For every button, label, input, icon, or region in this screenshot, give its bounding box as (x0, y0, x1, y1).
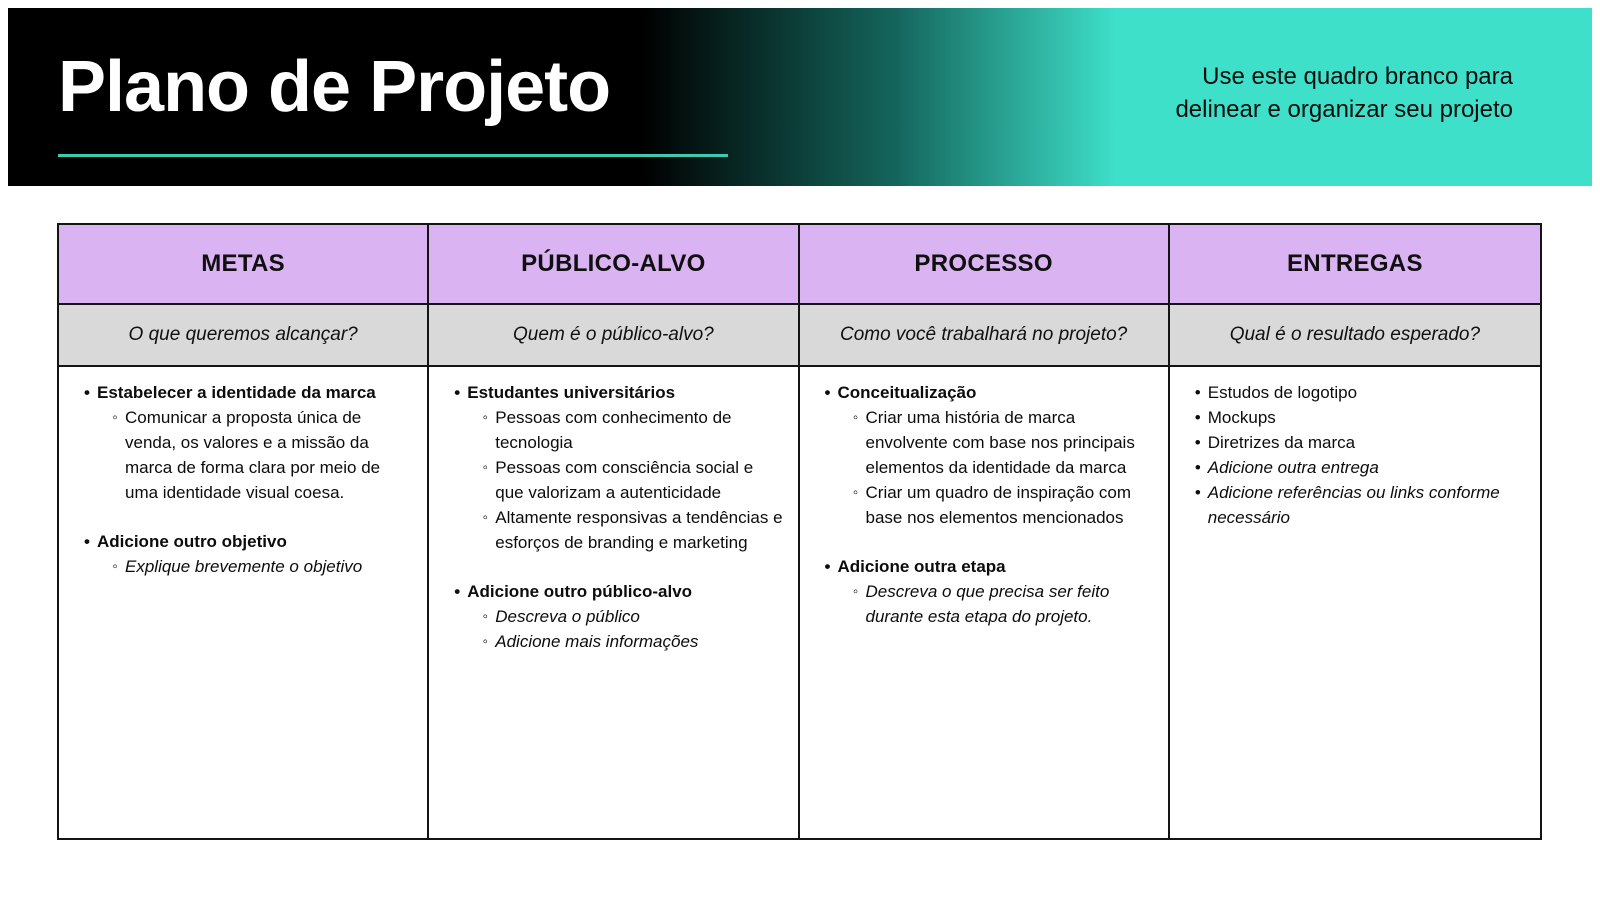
question-metas: O que queremos alcançar? (59, 305, 429, 367)
bullet-circle-icon: ◦ (482, 459, 488, 476)
list-item-text: Adicione outro objetivo (97, 532, 287, 551)
list-item (69, 554, 413, 579)
bullet-dot-icon: • (84, 532, 90, 551)
bullet-circle-icon: ◦ (482, 509, 488, 526)
list-item (69, 405, 413, 505)
bullet-circle-icon: ◦ (112, 558, 118, 575)
list-item-text: Criar um quadro de inspiração com base nos elementos mencionados (865, 483, 1132, 527)
list-item (69, 380, 413, 405)
question-processo: Como você trabalhará no projeto? (800, 305, 1170, 367)
list-item (1180, 480, 1526, 530)
list-item (810, 480, 1154, 530)
list-item (1180, 455, 1526, 480)
title-wrap (58, 42, 610, 132)
list-item-text: Estudantes universitários (467, 383, 676, 402)
list-item-text: Explique brevemente o objetivo (125, 557, 363, 576)
bullet-dot-icon: • (454, 383, 461, 402)
bullet-circle-icon: ◦ (482, 633, 488, 650)
list-item-text: Criar uma história de marca envolvente com base nos principais elementos da identidade da marca (865, 408, 1135, 477)
header-banner (8, 8, 1592, 186)
plan-table (57, 223, 1542, 840)
column-header-processo: PROCESSO (800, 225, 1170, 305)
list-item (69, 529, 413, 554)
content-processo (800, 367, 1170, 838)
list-item (439, 579, 783, 604)
column-header-entregas: ENTREGAS (1170, 225, 1540, 305)
bullet-dot-icon: • (824, 557, 831, 576)
list-item-text: Diretrizes da marca (1207, 433, 1356, 452)
list-item (810, 405, 1154, 480)
list-item (439, 405, 783, 455)
content-metas (59, 367, 429, 838)
title-underline (58, 154, 728, 157)
list-item-text: Adicione outra entrega (1207, 458, 1379, 477)
content-entregas (1170, 367, 1540, 838)
list-item-text: Estudos de logotipo (1207, 383, 1358, 402)
list-item (810, 579, 1154, 629)
header-subtitle-line1: Use este quadro branco para (1202, 63, 1513, 90)
column-header-publico-alvo: PÚBLICO-ALVO (429, 225, 799, 305)
list-item-text: Pessoas com conhecimento de tecnologia (495, 408, 732, 452)
list-item-text: Conceitualização (837, 383, 977, 402)
bullet-dot-icon: • (454, 582, 461, 601)
list-item-text: Descreva o público (495, 607, 640, 626)
list-item (1180, 405, 1526, 430)
list-item (810, 380, 1154, 405)
list-item-text: Adicione mais informações (495, 632, 699, 651)
question-entregas: Qual é o resultado esperado? (1170, 305, 1540, 367)
bullet-circle-icon: ◦ (482, 608, 488, 625)
list-item-text: Pessoas com consciência social e que valorizam a autenticidade (495, 458, 754, 502)
list-item (439, 455, 783, 505)
bullet-circle-icon: ◦ (852, 484, 859, 501)
bullet-dot-icon: • (1194, 483, 1201, 502)
list-item-text: Estabelecer a identidade da marca (97, 383, 376, 402)
list-item-text: Mockups (1207, 408, 1276, 427)
list-item-text: Adicione outra etapa (837, 557, 1006, 576)
list-item (439, 380, 783, 405)
list-item (439, 505, 783, 555)
bullet-dot-icon: • (84, 383, 90, 402)
bullet-circle-icon: ◦ (112, 409, 118, 426)
column-header-metas: METAS (59, 225, 429, 305)
list-item (1180, 430, 1526, 455)
bullet-circle-icon: ◦ (852, 409, 859, 426)
list-item-text: Descreva o que precisa ser feito durante esta etapa do projeto. (865, 582, 1110, 626)
header-subtitle-line2: delinear e organizar seu projeto (1175, 96, 1513, 123)
list-item (439, 629, 783, 654)
list-item (810, 554, 1154, 579)
bullet-dot-icon: • (1194, 433, 1201, 452)
list-item-text: Adicione outro público-alvo (467, 582, 693, 601)
content-publico-alvo (429, 367, 799, 838)
bullet-dot-icon: • (824, 383, 831, 402)
list-item-text: Comunicar a proposta única de venda, os valores e a missão da marca de forma clara por meio de uma identidade visual coesa. (125, 408, 381, 502)
bullet-dot-icon: • (1194, 408, 1201, 427)
list-item (439, 604, 783, 629)
question-publico-alvo: Quem é o público-alvo? (429, 305, 799, 367)
list-item-text: Altamente responsivas a tendências e esforços de branding e marketing (495, 508, 783, 552)
bullet-dot-icon: • (1194, 383, 1201, 402)
page-title: Plano de Projeto (58, 47, 611, 127)
list-item (1180, 380, 1526, 405)
bullet-dot-icon: • (1194, 458, 1201, 477)
list-item-text: Adicione referências ou links conforme necessário (1207, 483, 1500, 527)
bullet-circle-icon: ◦ (852, 583, 859, 600)
bullet-circle-icon: ◦ (482, 409, 488, 426)
header-subtitle (1175, 60, 1513, 126)
